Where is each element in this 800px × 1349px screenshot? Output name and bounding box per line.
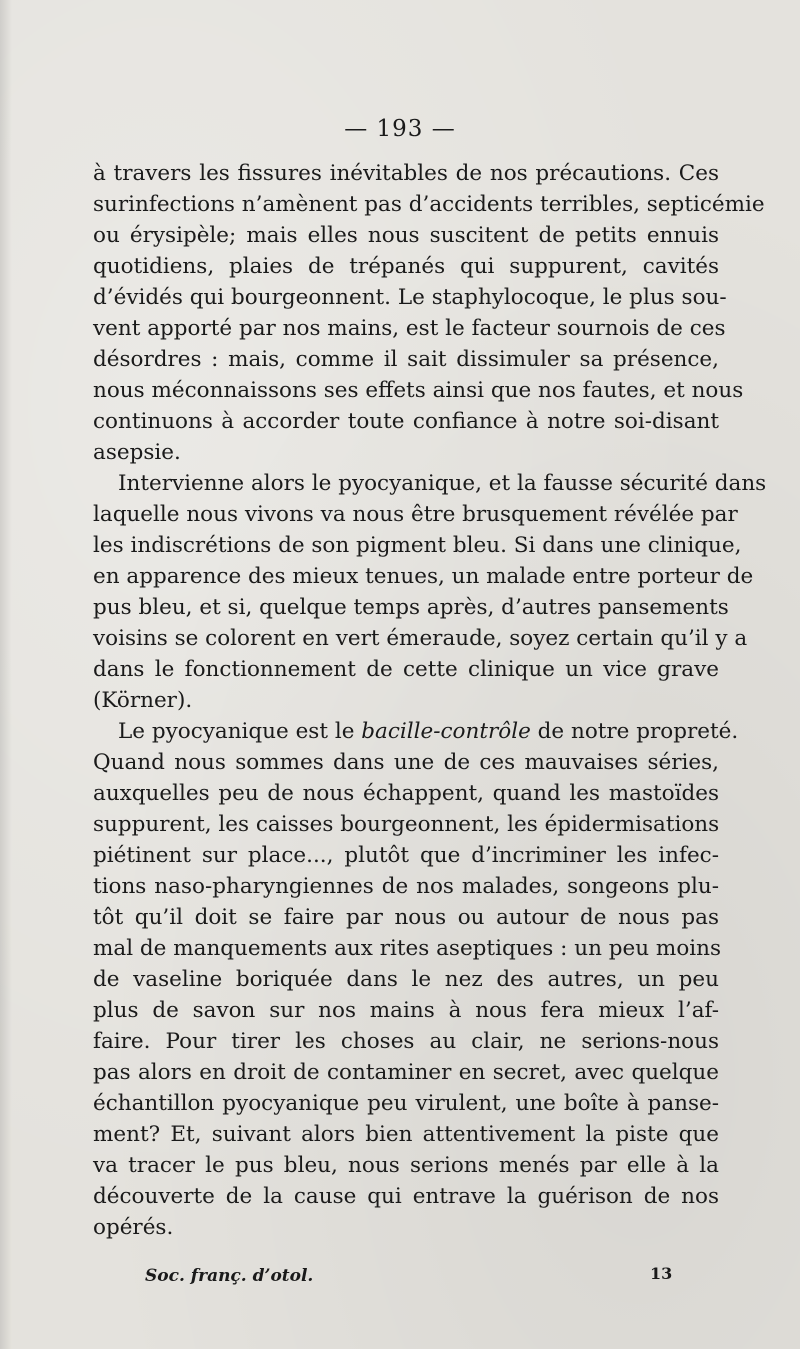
text-line: tions naso-pharyngiennes de nos malades, songeons plu- bbox=[93, 874, 719, 899]
journal-footer: Soc. franç. d’otol. bbox=[145, 1266, 314, 1286]
text-line: ment? Et, suivant alors bien attentivement la piste que bbox=[93, 1122, 719, 1147]
text-line: faire. Pour tirer les choses au clair, ne serions-nous bbox=[93, 1029, 719, 1054]
text-line: auxquelles peu de nous échappent, quand les mastoïdes bbox=[93, 781, 719, 806]
text-line: suppurent, les caisses bourgeonnent, les épidermisations bbox=[93, 812, 720, 837]
body-text bbox=[93, 158, 767, 1243]
page-edge-shadow bbox=[0, 0, 12, 1349]
text-line: quotidiens, plaies de trépanés qui suppurent, cavités bbox=[93, 254, 719, 279]
text-line: ou érysipèle; mais elles nous suscitent de petits ennuis bbox=[93, 223, 719, 248]
text-line: à travers les fissures inévitables de nos précautions. Ces bbox=[93, 161, 719, 186]
text-line: vent apporté par nos mains, est le facteur sournois de ces bbox=[93, 316, 726, 341]
text-line: opérés. bbox=[93, 1215, 174, 1240]
text-line: asepsie. bbox=[93, 440, 181, 465]
text-line: mal de manquements aux rites aseptiques : un peu moins bbox=[93, 936, 722, 961]
text-line: pas alors en droit de contaminer en secret, avec quelque bbox=[93, 1060, 719, 1085]
text-line: en apparence des mieux tenues, un malade entre porteur de bbox=[93, 564, 754, 589]
text-line: laquelle nous vivons va nous être brusquement révélée par bbox=[93, 502, 738, 527]
text-line: voisins se colorent en vert émeraude, soyez certain qu’il y a bbox=[93, 626, 748, 651]
text-line: plus de savon sur nos mains à nous fera mieux l’af- bbox=[93, 998, 719, 1023]
text-line: (Körner). bbox=[93, 688, 193, 713]
text-line: désordres : mais, comme il sait dissimuler sa présence, bbox=[93, 347, 719, 372]
text-line: pus bleu, et si, quelque temps après, d’autres pansements bbox=[93, 595, 729, 620]
text-line: de vaseline boriquée dans le nez des autres, un peu bbox=[93, 967, 719, 992]
text-line: échantillon pyocyanique peu virulent, une boîte à panse- bbox=[93, 1091, 719, 1116]
text-line: tôt qu’il doit se faire par nous ou autour de nous pas bbox=[93, 905, 719, 930]
text-line: va tracer le pus bleu, nous serions menés par elle à la bbox=[93, 1153, 719, 1178]
text-span: de notre propreté. bbox=[530, 719, 739, 744]
text-line: les indiscrétions de son pigment bleu. Si dans une clinique, bbox=[93, 533, 742, 558]
text-span: Le pyocyanique est le bbox=[118, 719, 362, 744]
page-number: — 193 — bbox=[344, 116, 456, 142]
text-line: Quand nous sommes dans une de ces mauvaises séries, bbox=[93, 750, 719, 775]
text-line: découverte de la cause qui entrave la guérison de nos bbox=[93, 1184, 719, 1209]
text-line: surinfections n’amènent pas d’accidents terribles, septicémie bbox=[93, 192, 765, 217]
text-line: dans le fonctionnement de cette clinique un vice grave bbox=[93, 657, 719, 682]
signature-mark: 13 bbox=[650, 1264, 673, 1283]
text-line: piétinent sur place..., plutôt que d’incriminer les infec- bbox=[93, 843, 719, 868]
text-line-with-italic bbox=[93, 716, 739, 747]
text-line: continuons à accorder toute confiance à notre soi-disant bbox=[93, 409, 719, 434]
italic-term: bacille-contrôle bbox=[361, 719, 531, 744]
text-line: d’évidés qui bourgeonnent. Le staphylocoque, le plus sou- bbox=[93, 285, 727, 310]
text-line: Intervienne alors le pyocyanique, et la fausse sécurité dans bbox=[118, 471, 767, 496]
text-line: nous méconnaissons ses effets ainsi que nos fautes, et nous bbox=[93, 378, 744, 403]
